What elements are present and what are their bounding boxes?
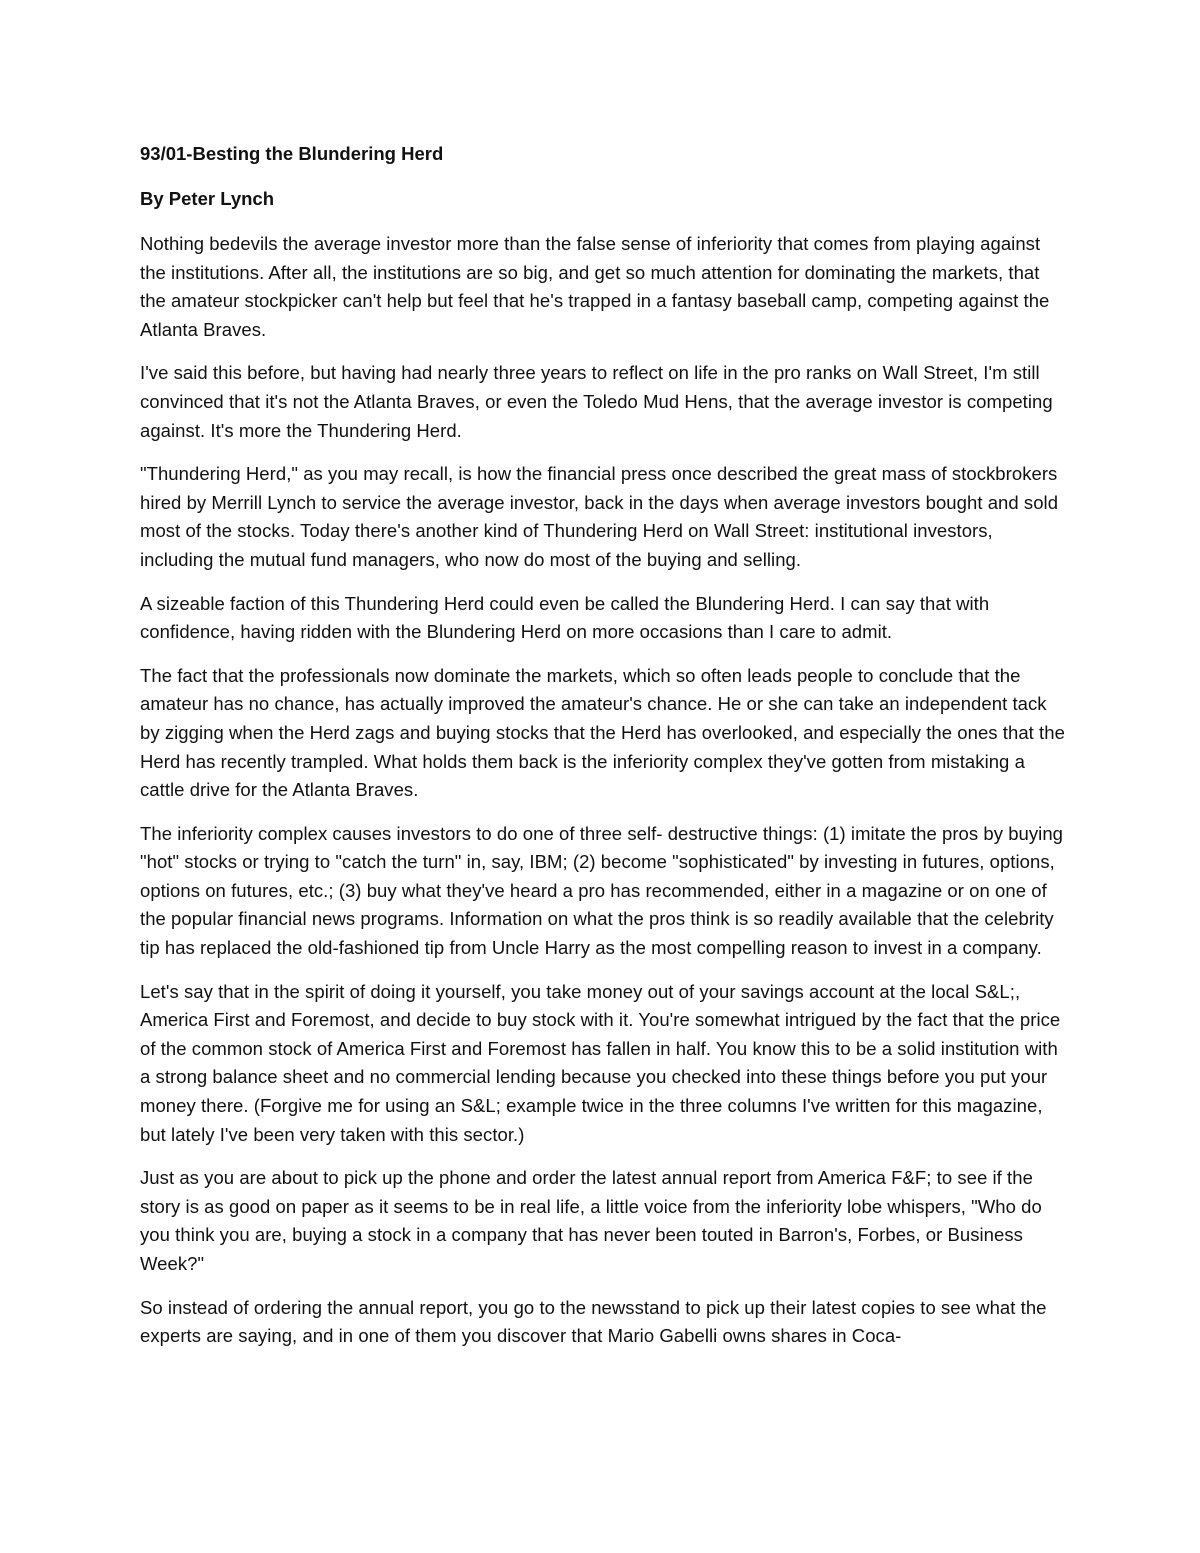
document-byline: By Peter Lynch: [140, 188, 274, 209]
paragraph-9: So instead of ordering the annual report, you go to the newsstand to pick up their latest copies to see what the experts are saying, and in one of them you discover that Mario Gabelli owns shares in Coca-: [140, 1296, 1047, 1347]
paragraph-1: Nothing bedevils the average investor more than the false sense of inferiority that comes from playing against the institutions. After all, the institutions are so big, and get so much attention for dominating the markets, that the amateur stockpicker can't help but feel that he's trapped in a fantasy baseball camp, competing against the Atlanta Braves.: [140, 233, 1050, 340]
paragraph-5: The fact that the professionals now dominate the markets, which so often leads people to conclude that the amateur has no chance, has actually improved the amateur's chance. He or she can take an independent tack by zigging when the Herd zags and buying stocks that the Herd has overlooked, and especially the ones that the Herd has recently trampled. What holds them back is the inferiority complex they've gotten from mistaking a cattle drive for the Atlanta Braves.: [140, 664, 1065, 801]
paragraph-4: A sizeable faction of this Thundering Herd could even be called the Blundering Herd. I can say that with confidence, having ridden with the Blundering Herd on more occasions than I care to admit.: [140, 592, 990, 643]
paragraph-8: Just as you are about to pick up the phone and order the latest annual report from America F&F; to see if the story is as good on paper as it seems to be in real life, a little voice from the inferiority lobe whispers, "Who do you think you are, buying a stock in a company that has never been touted in Barron's, Forbes, or Business Week?": [140, 1167, 1042, 1274]
document-body: [140, 140, 1070, 1366]
paragraph-6: The inferiority complex causes investors to do one of three self- destructive things: (1) imitate the pros by buying "hot" stocks or trying to "catch the turn" in, say, IBM; (2) become "sophisticated" by investing in futures, options, options on futures, etc.; (3) buy what they've heard a pro has recommended, either in a magazine or on one of the popular financial news programs. Information on what the pros think is so readily available that the celebrity tip has replaced the old-fashioned tip from Uncle Harry as the most compelling reason to invest in a company.: [140, 822, 1064, 959]
paragraph-2: I've said this before, but having had nearly three years to reflect on life in the pro ranks on Wall Street, I'm still convinced that it's not the Atlanta Braves, or even the Toledo Mud Hens, that the average investor is competing against. It's more the Thundering Herd.: [140, 362, 1053, 441]
paragraph-3: "Thundering Herd," as you may recall, is how the financial press once described the great mass of stockbrokers hired by Merrill Lynch to service the average investor, back in the days when average investors bought and sold most of the stocks. Today there's another kind of Thundering Herd on Wall Street: institutional investors, including the mutual fund managers, who now do most of the buying and selling.: [140, 463, 1059, 570]
paragraph-7: Let's say that in the spirit of doing it yourself, you take money out of your savings account at the local S&L;, America First and Foremost, and decide to buy stock with it. You're somewhat intrigued by the fact that the price of the common stock of America First and Foremost has fallen in half. You know this to be a solid institution with a strong balance sheet and no commercial lending because you checked into these things before you put your money there. (Forgive me for using an S&L; example twice in the three columns I've written for this magazine, but lately I've been very taken with this sector.): [140, 980, 1061, 1145]
document-title: 93/01-Besting the Blundering Herd: [140, 143, 444, 164]
